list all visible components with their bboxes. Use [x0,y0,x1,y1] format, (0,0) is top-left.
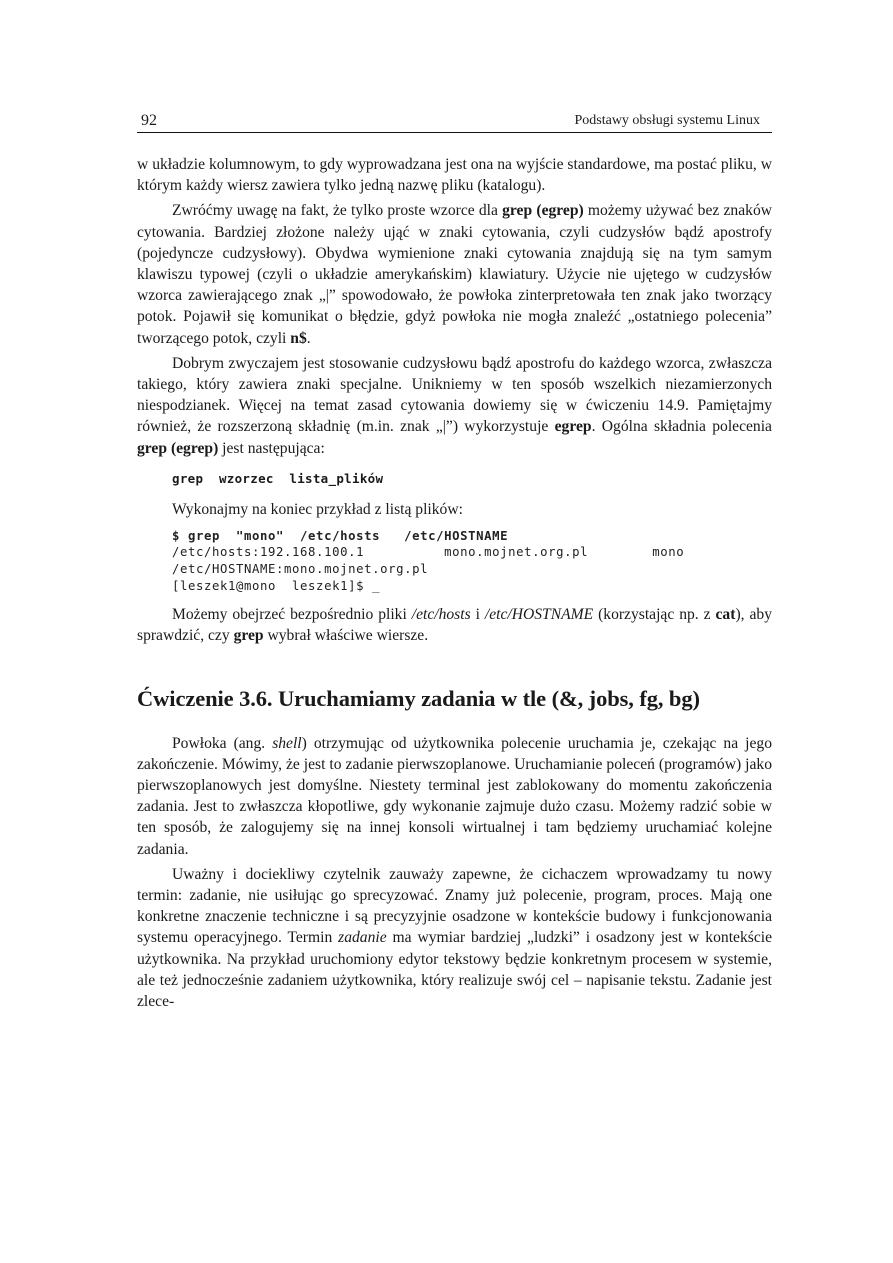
section-heading: Ćwiczenie 3.6. Uruchamiamy zadania w tle (&, jobs, fg, bg) [137,685,700,711]
text-run: Powłoka (ang. [172,734,273,752]
header-rule [137,132,772,133]
terminal-output-line: /etc/HOSTNAME:mono.mojnet.org.pl [172,562,429,577]
body-text [137,154,772,1012]
text-run: Uważny i dociekliwy czytelnik zauważy zapewne, że cichaczem wprowadzamy tu nowy termin: zadanie, nie usiłując go sprecyzować. Znamy już polecenie, program, proces. Mają one konkretne znaczenie techniczne i są precyzyjnie osadzone w kontekście budowy i funkcjonowania systemu operacyjnego. Termin [137,865,772,947]
text-run: możemy używać bez znaków cytowania. Bardziej złożone należy ująć w znaki cytowania, czyli cudzysłów bądź apostrofy (pojedyncze cudzysłowy). Obydwa wymienione znaki cytowania znajdują się na tym samym klawiszu typowej (czyli o układzie amerykańskim) klawiatury. Użycie nie ujętego w cudzysłów wzorca zawierającego znak „|” spowodowało, że powłoka zinterpretowała ten znak jako tworzący potok. Pojawił się komunikat o błędzie, gdyż powłoka nie mogła znaleźć „ostatniego polecenia” tworzącego potok, czyli [137,202,772,347]
terminal-output-line: /etc/hosts:192.168.100.1 mono.mojnet.org.pl mono [172,545,685,560]
command-cat: cat [715,606,736,624]
terminal-listing [172,528,772,594]
paragraph-job-term [137,864,772,1012]
text-run: ) otrzymując od użytkownika polecenie uruchamia je, czekając na jego zakończenie. Mówimy, że jest to zadanie pierwszoplanowe. Uruchamianie poleceń (programów) jako pierwszoplanowych jest domyślne. Niestety terminal jest zablokowany do momentu zakończenia zadania. Jest to zwłaszcza kłopotliwe, gdy wykonanie zajmuje dużo czasu. Możemy radzić sobie w ten sposób, że zalogujemy się na innej konsoli wirtualnej i tam będziemy uruchamiać kolejne zadania. [137,734,772,858]
terminal-command: $ grep "mono" /etc/hosts /etc/HOSTNAME [172,528,509,543]
text-run: Dobrym zwyczajem jest stosowanie cudzysłowu bądź apostrofu do każdego wzorca, zwłaszcza takiego, który zawiera znaki specjalne. Unikniemy w ten sposób wszelkich niezamierzonych niespodzianek. Więcej na temat zasad cytowania dowiemy się w ćwiczeniu 14.9. Pamiętajmy również, że rozszerzoną składnię (m.in. znak „|”) wykorzystuje [137,354,772,436]
grep-syntax-line: grep wzorzec lista_plików [172,470,384,486]
running-title: Podstawy obsługi systemu Linux [574,113,760,128]
path-etc-hosts: /etc/hosts [411,606,471,624]
text-run: Zwróćmy uwagę na fakt, że tylko proste wzorce dla [172,202,503,220]
command-egrep: (egrep) [536,202,584,220]
text-run: . [306,329,311,347]
running-header [137,110,772,132]
text-run: (korzystając np. z [593,606,716,624]
paragraph-quoting-patterns [137,200,772,348]
text-run: jest następująca: [218,439,325,457]
term-shell: shell [272,734,302,752]
text-run: . Ogólna składnia polecenia [591,418,772,436]
path-etc-hostname: /etc/HOSTNAME [484,606,594,624]
paragraph-foreground-jobs [137,733,772,860]
paragraph-verify [137,604,772,646]
command-grep: grep [233,627,264,645]
terminal-prompt: [leszek1@mono leszek1]$ _ [172,578,381,593]
example-lead-in: Wykonajmy na koniec przykład z listą plików: [172,500,463,518]
book-page [137,110,772,1011]
text-run: i [470,606,485,624]
term-zadanie: zadanie [338,929,387,947]
text-run: ma wymiar bardziej „ludzki” i osadzony jest w kontekście użytkownika. Na przykład uruchomiony edytor tekstowy będzie konkretnym procesem w systemie, ale też jednocześnie zadaniem użytkownika, który realizuje swój cel – napisanie tekstu. Zadanie jest zlece- [137,929,772,1011]
command-egrep: (egrep) [170,439,219,457]
command-egrep: egrep [554,418,592,436]
command-grep: grep [502,202,533,220]
paragraph-continuation: w układzie kolumnowym, to gdy wyprowadzana jest ona na wyjście standardowe, ma postać pliku, w którym każdy wiersz zawiera tylko jedną nazwę pliku (katalogu). [137,156,772,195]
text-run: ), aby sprawdzić, czy [137,606,772,645]
text-run: Możemy obejrzeć bezpośrednio pliki [172,606,412,624]
command-grep: grep [137,439,168,457]
page-number: 92 [141,112,157,129]
command-ndollar: n$ [290,329,307,347]
paragraph-good-practice [137,353,772,459]
text-run: wybrał właściwe wiersze. [263,627,429,645]
